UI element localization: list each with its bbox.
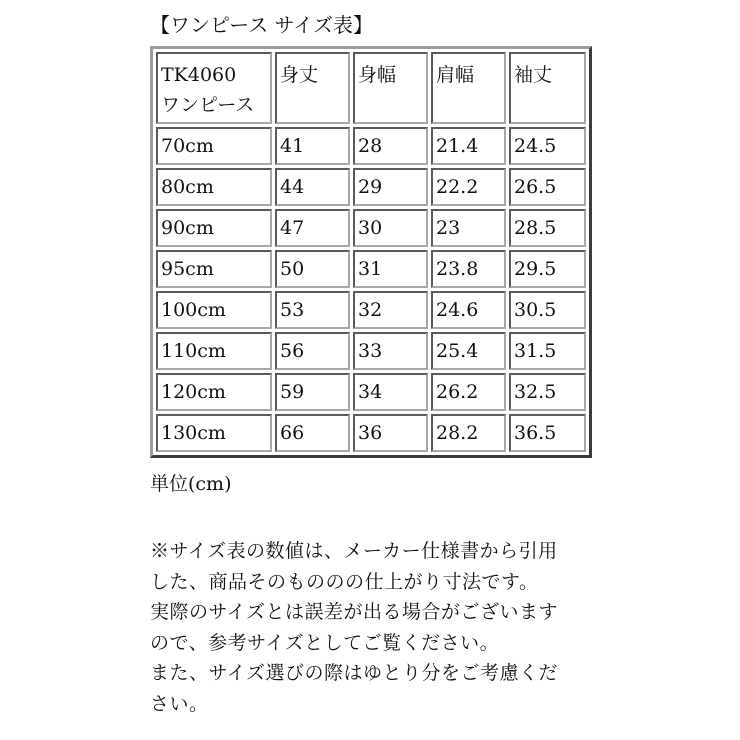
table-header-row (156, 52, 586, 124)
product-code: TK4060 (161, 64, 237, 86)
width-cell: 29 (353, 168, 428, 206)
note-line: した、商品そのもののの仕上がり寸法です。 (150, 570, 539, 593)
size-cell: 70cm (156, 127, 272, 165)
note-line: ので、参考サイズとしてご覧ください。 (150, 631, 500, 654)
note-line: さい。 (150, 692, 209, 715)
length-cell: 41 (275, 127, 350, 165)
shoulder-cell: 26.2 (431, 373, 506, 411)
sleeve-cell: 29.5 (509, 250, 586, 288)
size-cell: 80cm (156, 168, 272, 206)
shoulder-cell: 23 (431, 209, 506, 247)
size-notes (150, 536, 590, 719)
shoulder-cell: 24.6 (431, 291, 506, 329)
sleeve-cell: 36.5 (509, 414, 586, 452)
table-row (156, 209, 586, 247)
length-cell: 50 (275, 250, 350, 288)
table-row (156, 168, 586, 206)
size-cell: 90cm (156, 209, 272, 247)
note-line: ※サイズ表の数値は、メーカー仕様書から引用 (150, 540, 558, 562)
sleeve-cell: 24.5 (509, 127, 586, 165)
sleeve-cell: 31.5 (509, 332, 586, 370)
shoulder-cell: 28.2 (431, 414, 506, 452)
column-header-width: 身幅 (353, 52, 428, 124)
column-header-length: 身丈 (275, 52, 350, 124)
product-header-cell (156, 52, 272, 124)
width-cell: 28 (353, 127, 428, 165)
length-cell: 44 (275, 168, 350, 206)
note-line: 実際のサイズとは誤差が出る場合がございます (150, 601, 558, 623)
length-cell: 66 (275, 414, 350, 452)
sleeve-cell: 28.5 (509, 209, 586, 247)
width-cell: 36 (353, 414, 428, 452)
width-cell: 34 (353, 373, 428, 411)
length-cell: 53 (275, 291, 350, 329)
product-name: ワンピース (161, 94, 255, 116)
size-cell: 120cm (156, 373, 272, 411)
width-cell: 32 (353, 291, 428, 329)
table-row (156, 250, 586, 288)
width-cell: 30 (353, 209, 428, 247)
width-cell: 31 (353, 250, 428, 288)
size-chart-title: 【ワンピース サイズ表】 (150, 13, 373, 37)
unit-label: 単位(cm) (150, 473, 232, 495)
shoulder-cell: 22.2 (431, 168, 506, 206)
length-cell: 47 (275, 209, 350, 247)
width-cell: 33 (353, 332, 428, 370)
table-row (156, 127, 586, 165)
length-cell: 56 (275, 332, 350, 370)
shoulder-cell: 21.4 (431, 127, 506, 165)
size-cell: 100cm (156, 291, 272, 329)
note-line: また、サイズ選びの際はゆとり分をご考慮くだ (150, 662, 558, 684)
sleeve-cell: 30.5 (509, 291, 586, 329)
column-header-shoulder: 肩幅 (431, 52, 506, 124)
table-row (156, 332, 586, 370)
sleeve-cell: 32.5 (509, 373, 586, 411)
size-table (150, 46, 592, 458)
length-cell: 59 (275, 373, 350, 411)
column-header-sleeve: 袖丈 (509, 52, 586, 124)
size-cell: 95cm (156, 250, 272, 288)
size-cell: 130cm (156, 414, 272, 452)
table-row (156, 373, 586, 411)
size-cell: 110cm (156, 332, 272, 370)
table-row (156, 291, 586, 329)
table-row (156, 414, 586, 452)
shoulder-cell: 23.8 (431, 250, 506, 288)
shoulder-cell: 25.4 (431, 332, 506, 370)
sleeve-cell: 26.5 (509, 168, 586, 206)
